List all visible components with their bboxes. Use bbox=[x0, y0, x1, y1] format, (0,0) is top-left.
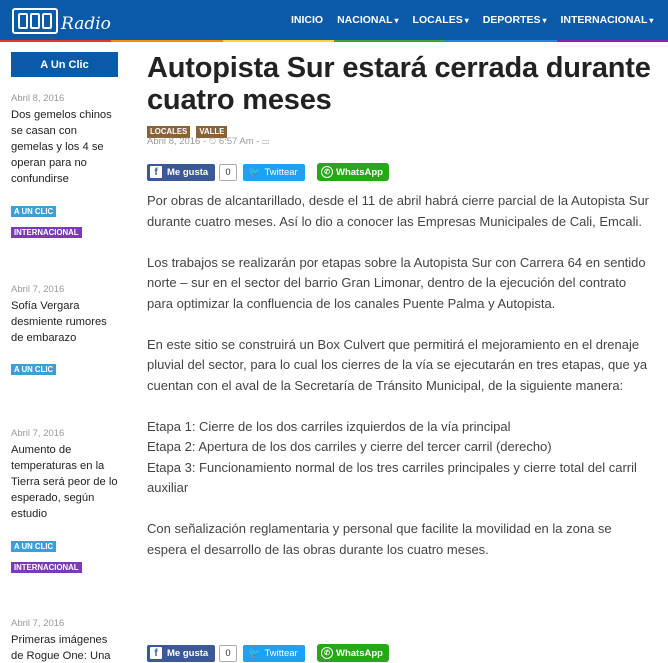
chevron-down-icon: ▾ bbox=[394, 16, 399, 25]
news-title-link[interactable]: Aumento de temperaturas en la Tierra será peor de lo esperado, según estudio bbox=[11, 444, 118, 520]
like-count: 0 bbox=[219, 164, 237, 181]
paragraph-line: En este sitio se construirá un Box Culvert que permitirá el mejoramiento en el drenaje pluvial del sector, para lo cual los cierres de la vía se ejecutarán en tres etapas, que ya cuentan con el aval de la Secretaría de Tránsito Municipal, de la siguiente manera: bbox=[147, 336, 648, 393]
rcn-logo-icon bbox=[12, 8, 58, 34]
facebook-like-button[interactable] bbox=[147, 645, 215, 662]
news-date: Abril 7, 2016 bbox=[11, 618, 65, 629]
sidebar bbox=[11, 52, 118, 77]
paragraph-line: Con señalización reglamentaria y personal que facilite la movilidad en la zona se espera el desarrollo de las obras durante los cuatro meses. bbox=[147, 521, 612, 557]
paragraph-line: Etapa 1: Cierre de los dos carriles izquierdos de la vía principal bbox=[147, 418, 511, 434]
article-categories bbox=[147, 119, 657, 136]
tag-a-un-clic[interactable]: A UN CLIC bbox=[11, 541, 56, 552]
article-title: Autopista Sur estará cerrada durante cuatro meses bbox=[147, 52, 651, 116]
nav-inicio[interactable] bbox=[291, 14, 323, 26]
sidebar-news-item[interactable] bbox=[11, 284, 118, 378]
news-date: Abril 7, 2016 bbox=[11, 428, 65, 439]
category-locales[interactable]: LOCALES bbox=[147, 126, 190, 138]
color-strip-segment bbox=[223, 40, 334, 42]
nav-label: INICIO bbox=[291, 14, 324, 26]
facebook-like-button[interactable] bbox=[147, 164, 215, 181]
tag-internacional[interactable]: INTERNACIONAL bbox=[11, 227, 82, 238]
sidebar-heading: A Un Clic bbox=[11, 52, 118, 77]
like-label: Me gusta bbox=[167, 166, 209, 178]
twitter-bird-icon: 🐦 bbox=[248, 647, 261, 659]
tweet-button[interactable] bbox=[243, 164, 305, 181]
share-bar-top bbox=[147, 163, 389, 181]
nav-deportes[interactable] bbox=[483, 14, 547, 26]
whatsapp-share-button[interactable] bbox=[317, 644, 389, 662]
tag-a-un-clic[interactable]: A UN CLIC bbox=[11, 364, 56, 375]
sidebar-news-item[interactable] bbox=[11, 618, 118, 663]
nav-label: LOCALES bbox=[412, 14, 463, 26]
whatsapp-label: WhatsApp bbox=[336, 166, 383, 178]
tag-a-un-clic[interactable]: A UN CLIC bbox=[11, 206, 56, 217]
color-strip-segment bbox=[557, 40, 668, 42]
tag-internacional[interactable]: INTERNACIONAL bbox=[11, 562, 82, 573]
article-meta: Abril 8, 2016 - ⏲ 6:57 Am - ▭ bbox=[147, 136, 270, 147]
article bbox=[147, 52, 657, 147]
article-paragraph bbox=[147, 191, 652, 232]
paragraph-line: Etapa 2: Apertura de los dos carriles y cierre del tercer carril (derecho) bbox=[147, 439, 552, 454]
news-title-link[interactable]: Sofía Vergara desmiente rumores de embarazo bbox=[11, 300, 107, 344]
whatsapp-icon: ✆ bbox=[321, 647, 333, 659]
whatsapp-label: WhatsApp bbox=[336, 647, 383, 659]
article-paragraph bbox=[147, 417, 652, 499]
facebook-icon: f bbox=[150, 647, 162, 659]
share-bar-bottom bbox=[147, 644, 389, 662]
twitter-bird-icon: 🐦 bbox=[248, 166, 261, 178]
news-title-link[interactable]: Dos gemelos chinos se casan con gemelas y los 4 se operan para no confundirse bbox=[11, 109, 112, 185]
chevron-down-icon: ▾ bbox=[464, 16, 469, 25]
paragraph-line: Etapa 3: Funcionamiento normal de los tres carriles principales y cierre total del carril auxiliar bbox=[147, 459, 637, 495]
article-body bbox=[147, 191, 652, 581]
whatsapp-share-button[interactable] bbox=[317, 163, 389, 181]
tweet-label: Twittear bbox=[264, 166, 298, 178]
color-strip-segment bbox=[0, 40, 111, 42]
color-strip-segment bbox=[111, 40, 222, 42]
nav-nacional[interactable] bbox=[337, 14, 398, 26]
like-count: 0 bbox=[219, 645, 237, 662]
article-paragraph bbox=[147, 253, 652, 315]
rcn-radio-logo[interactable] bbox=[12, 7, 111, 35]
article-paragraph bbox=[147, 335, 652, 397]
chevron-down-icon: ▾ bbox=[649, 16, 654, 25]
news-title-link[interactable]: Primeras imágenes de Rogue One: Una bbox=[11, 634, 111, 662]
article-paragraph bbox=[147, 519, 652, 560]
color-strip bbox=[0, 40, 668, 42]
nav-label: NACIONAL bbox=[337, 14, 393, 26]
nav-internacional[interactable] bbox=[561, 14, 654, 26]
sidebar-news-item[interactable] bbox=[11, 93, 118, 241]
color-strip-segment bbox=[445, 40, 556, 42]
nav-label: INTERNACIONAL bbox=[560, 14, 648, 26]
color-strip-segment bbox=[334, 40, 445, 42]
category-valle[interactable]: VALLE bbox=[196, 126, 227, 138]
logo-text: Radio bbox=[61, 14, 111, 34]
top-navbar bbox=[0, 0, 668, 42]
news-date: Abril 8, 2016 bbox=[11, 93, 65, 104]
sidebar-news-item[interactable] bbox=[11, 428, 118, 576]
tweet-button[interactable] bbox=[243, 645, 305, 662]
like-label: Me gusta bbox=[167, 647, 209, 659]
paragraph-line: Los trabajos se realizarán por etapas sobre la Autopista Sur con Carrera 64 en sentido norte – sur en el sector del barrio Gran Limonar, dentro de la ejecución del contrato para optimizar la confluencia de los canales Puente Palma y Autopista. bbox=[147, 254, 646, 311]
news-date: Abril 7, 2016 bbox=[11, 284, 65, 295]
main-nav bbox=[284, 0, 660, 40]
facebook-icon: f bbox=[150, 166, 162, 178]
nav-locales[interactable] bbox=[413, 14, 469, 26]
tweet-label: Twittear bbox=[264, 647, 298, 659]
nav-label: DEPORTES bbox=[482, 14, 541, 26]
whatsapp-icon: ✆ bbox=[321, 166, 333, 178]
chevron-down-icon: ▾ bbox=[542, 16, 547, 25]
paragraph-line: Por obras de alcantarillado, desde el 11 de abril habrá cierre parcial de la Autopista Sur durante cuatro meses. Así lo dio a conocer las Empresas Municipales de Cali, Emcali. bbox=[147, 193, 650, 229]
